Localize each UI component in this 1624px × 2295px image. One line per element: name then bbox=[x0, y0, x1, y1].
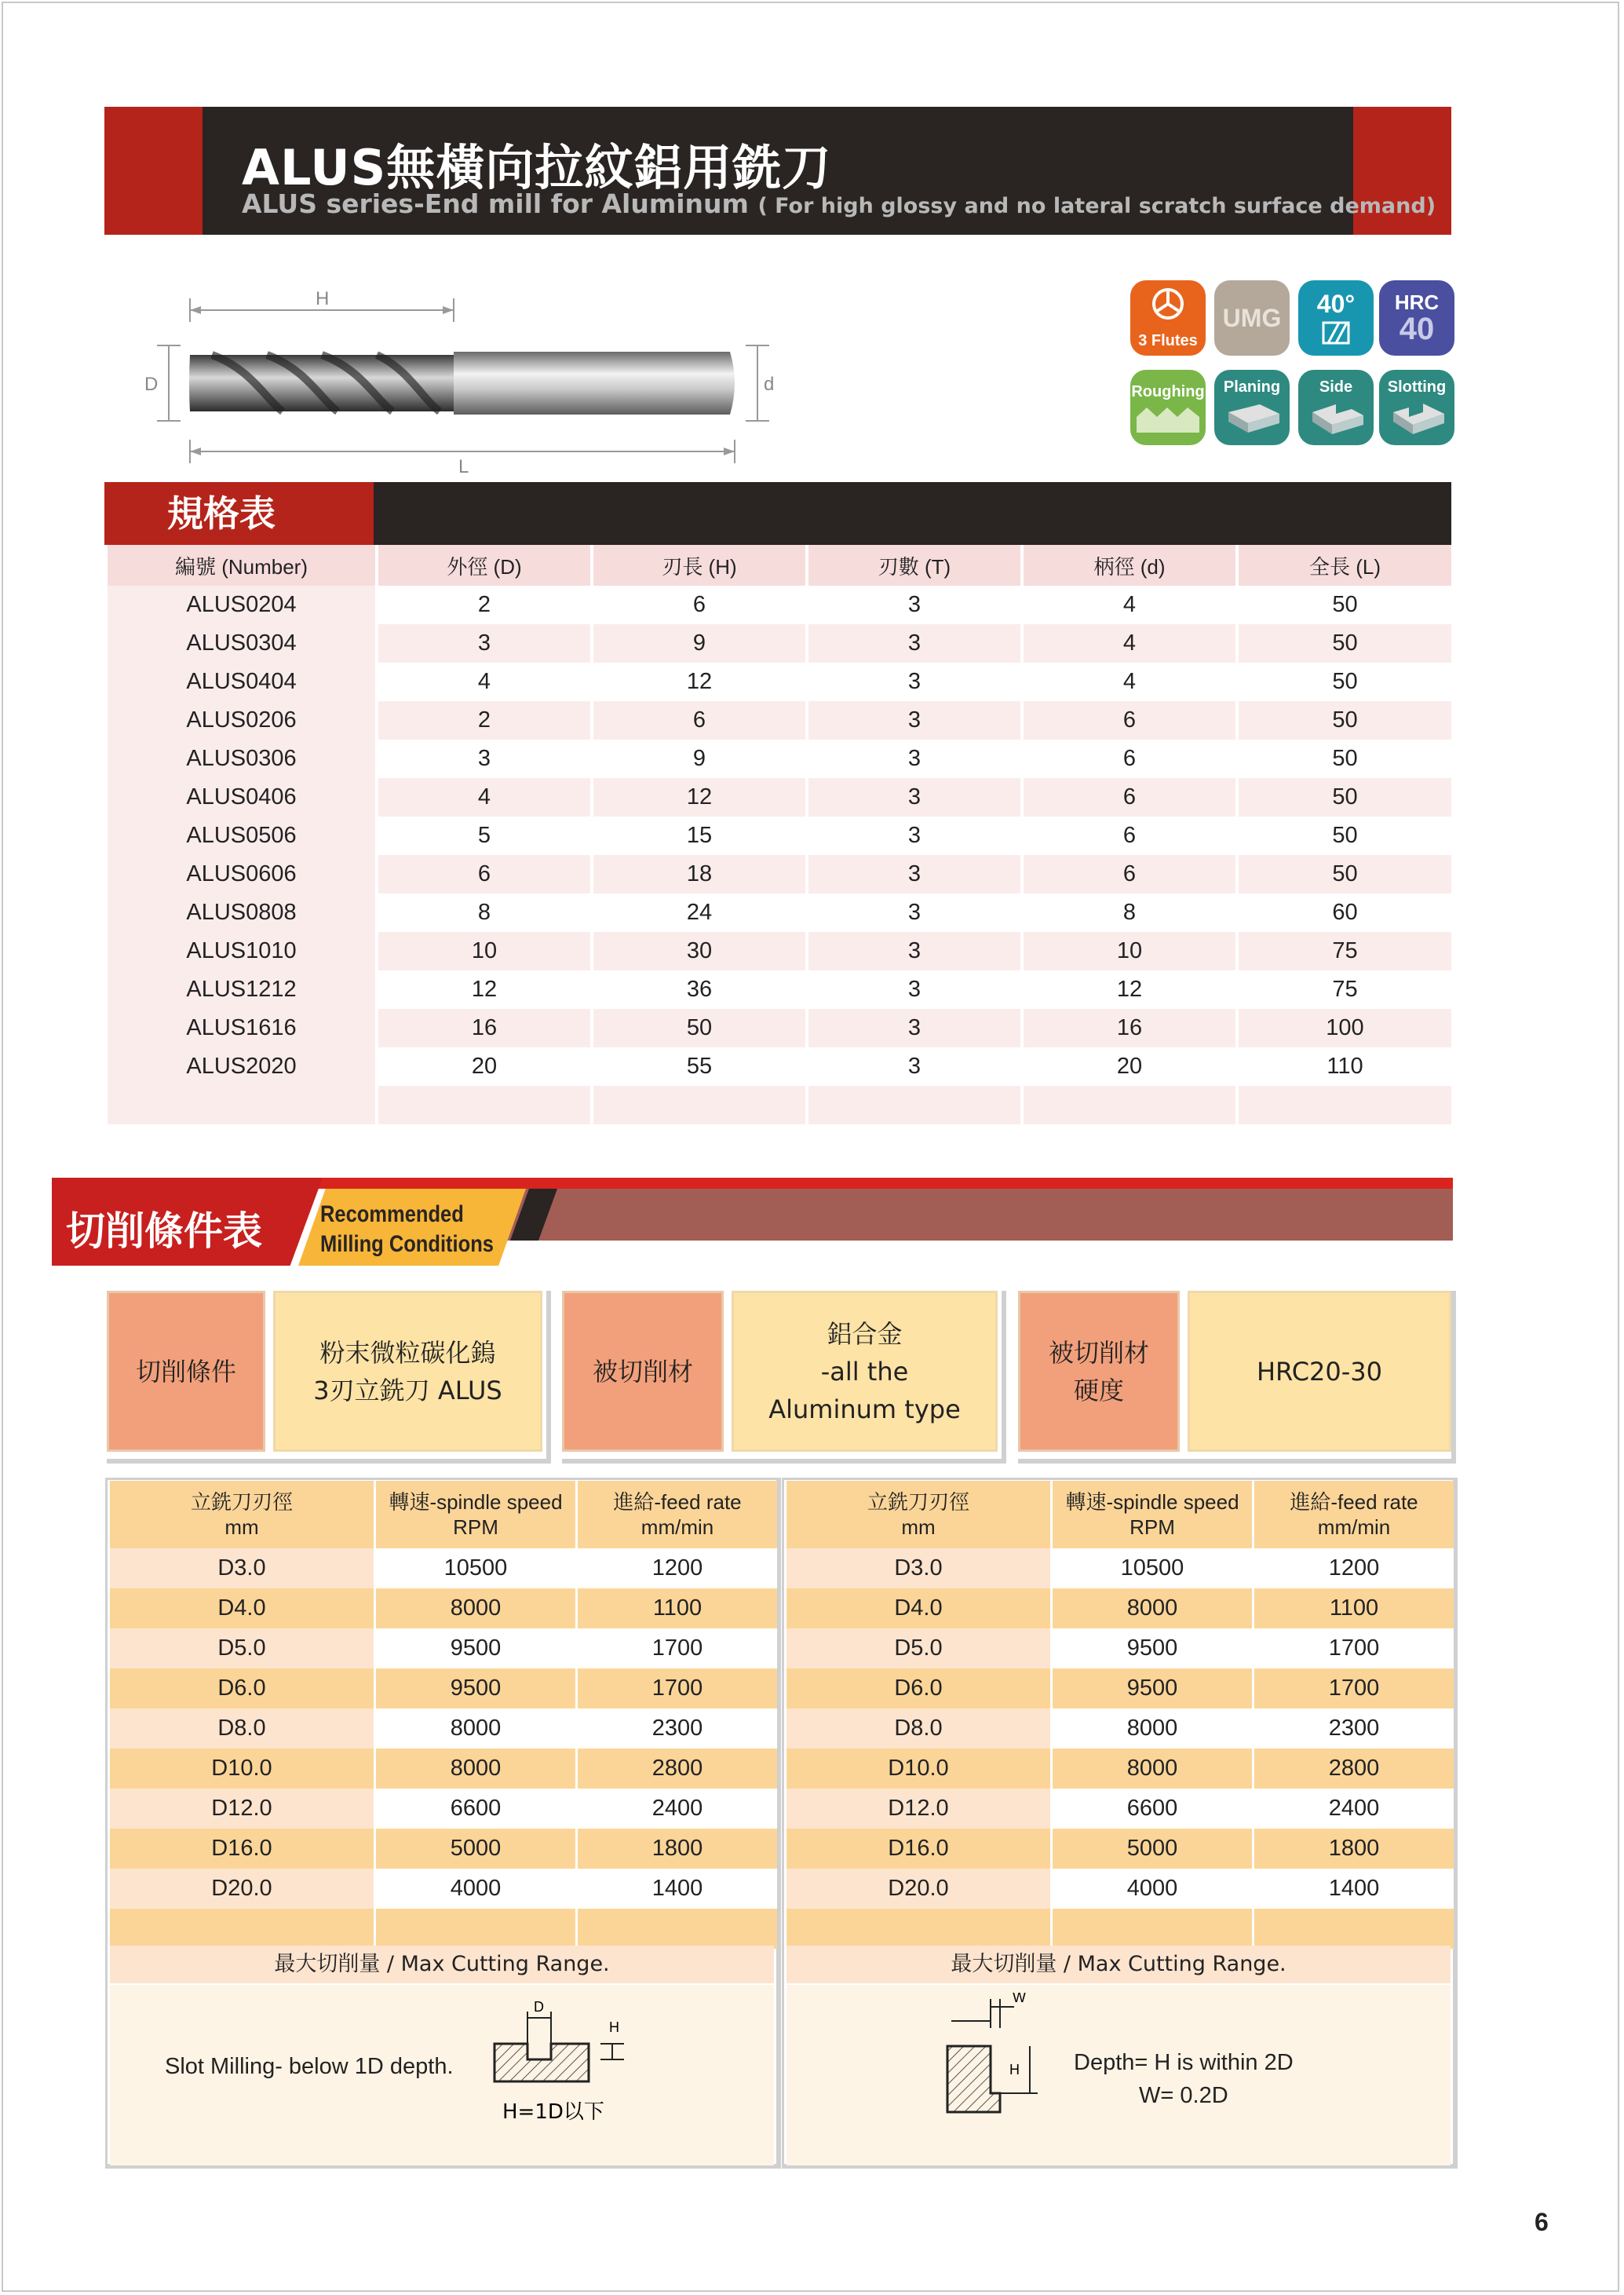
spec-cell: 55 bbox=[686, 1054, 713, 1079]
spec-col-h: 刃長 (H) bbox=[593, 545, 805, 586]
feed-cell-diameter bbox=[786, 1909, 1050, 1949]
feed-cell: 2800 bbox=[1254, 1749, 1454, 1789]
hardness-value-text: HRC20-30 bbox=[1256, 1356, 1383, 1387]
spec-cell: 10 bbox=[378, 932, 590, 970]
feed-cell: 1200 bbox=[578, 1548, 777, 1588]
feed-cell: 2400 bbox=[1254, 1789, 1454, 1829]
spec-row bbox=[108, 1047, 1451, 1086]
subtitle-main: ALUS series-End mill for Aluminum bbox=[242, 188, 749, 219]
spec-cell: 24 bbox=[686, 900, 713, 925]
feed-cell: 5000 bbox=[1053, 1829, 1252, 1869]
material-value bbox=[732, 1291, 998, 1452]
feed-row bbox=[786, 1548, 1454, 1588]
feed-cell-diameter: D3.0 bbox=[786, 1548, 1050, 1588]
spec-row bbox=[108, 855, 1451, 894]
umg-icon bbox=[1214, 280, 1290, 356]
spec-row bbox=[108, 970, 1451, 1009]
feed-cell: 1400 bbox=[578, 1869, 777, 1909]
spec-cell: 8 bbox=[477, 900, 491, 925]
spec-cell: 20 bbox=[1116, 1054, 1143, 1079]
feed-cell-diameter: D3.0 bbox=[110, 1548, 374, 1588]
hardness-label bbox=[1018, 1291, 1180, 1452]
spec-cell bbox=[1024, 1086, 1235, 1124]
feed-cell bbox=[1053, 1909, 1252, 1949]
feed-row bbox=[786, 1668, 1454, 1708]
spec-cell-number: ALUS2020 bbox=[108, 1047, 375, 1086]
feed-cell-diameter: D20.0 bbox=[786, 1869, 1050, 1909]
hrc-40-icon bbox=[1379, 280, 1454, 356]
feed-cell-diameter: D6.0 bbox=[110, 1668, 374, 1708]
max-cut-panel-left bbox=[110, 1985, 774, 2165]
spec-cell: 4 bbox=[1122, 669, 1137, 694]
spec-cell: 3 bbox=[378, 624, 590, 663]
feed-cell: 1800 bbox=[578, 1829, 777, 1869]
feed-cell: 2300 bbox=[578, 1708, 777, 1749]
feed-table-right bbox=[784, 1481, 1456, 1949]
spec-cell: 6 bbox=[1024, 855, 1235, 894]
feed-cell: 8000 bbox=[376, 1588, 575, 1628]
feed-cell-diameter: D12.0 bbox=[786, 1789, 1050, 1829]
spec-cell: 3 bbox=[907, 900, 921, 925]
feed-row bbox=[110, 1588, 777, 1628]
slotting-label: Slotting bbox=[1387, 378, 1447, 396]
feed-cell bbox=[376, 1909, 575, 1949]
feed-col-spindle-speed: 轉速-spindle speed RPM bbox=[1053, 1481, 1252, 1548]
max-cut-title-right: 最大切削量 / Max Cutting Range. bbox=[786, 1946, 1451, 1983]
spec-cell: 50 bbox=[1239, 701, 1451, 740]
spec-col-number: 編號 (Number) bbox=[108, 545, 375, 586]
feed-row bbox=[786, 1628, 1454, 1668]
spec-row bbox=[108, 817, 1451, 855]
spec-cell: 3 bbox=[907, 669, 921, 694]
spec-cell: 50 bbox=[1332, 823, 1358, 848]
spec-cell bbox=[808, 1086, 1020, 1124]
side-text-line-2: W= 0.2D bbox=[1139, 2083, 1228, 2108]
dim-h-label: H bbox=[316, 288, 330, 309]
feed-row bbox=[786, 1869, 1454, 1909]
spec-cell: 8 bbox=[1122, 900, 1137, 925]
hardness-value bbox=[1188, 1291, 1451, 1452]
spec-cell: 3 bbox=[907, 592, 921, 617]
spec-cell: 15 bbox=[686, 823, 713, 848]
feed-col-diameter: 立銑刀刃徑 mm bbox=[110, 1481, 374, 1548]
spec-cell-number: ALUS1616 bbox=[108, 1009, 375, 1047]
spec-cell: 4 bbox=[477, 669, 491, 694]
spec-cell-number: ALUS0206 bbox=[108, 701, 375, 740]
3-flutes-icon bbox=[1130, 280, 1206, 356]
spec-cell-number: ALUS1212 bbox=[108, 970, 375, 1009]
feed-row bbox=[110, 1628, 777, 1668]
page-subtitle bbox=[242, 188, 1436, 219]
feed-col-diameter: 立銑刀刃徑 mm bbox=[786, 1481, 1050, 1548]
material-value-line-3: Aluminum type bbox=[768, 1394, 961, 1424]
spec-col-t: 刃數 (T) bbox=[808, 545, 1020, 586]
spec-cell: 50 bbox=[1332, 746, 1358, 771]
helix-40-icon bbox=[1298, 280, 1374, 356]
spec-cell: 6 bbox=[593, 701, 805, 740]
hardness-label-line-2: 硬度 bbox=[1073, 1375, 1124, 1405]
spec-cell-number: ALUS0304 bbox=[108, 624, 375, 663]
feed-cell-diameter: D10.0 bbox=[786, 1749, 1050, 1789]
subtitle-note: ( For high glossy and no lateral scratch surface demand) bbox=[757, 194, 1436, 218]
feed-cell-diameter: D8.0 bbox=[786, 1708, 1050, 1749]
banner-left-accent bbox=[104, 107, 203, 235]
feed-cell: 9500 bbox=[376, 1628, 575, 1668]
spec-cell: 9 bbox=[593, 624, 805, 663]
spec-col-shank-d: 柄徑 (d) bbox=[1024, 545, 1235, 586]
page-title: ALUS無橫向拉紋鋁用銑刀 bbox=[242, 139, 832, 196]
feed-row bbox=[786, 1708, 1454, 1749]
spec-row bbox=[108, 740, 1451, 778]
spec-cell: 6 bbox=[1122, 746, 1137, 771]
feed-cell-diameter: D16.0 bbox=[110, 1829, 374, 1869]
feed-table-left bbox=[108, 1481, 779, 1949]
spec-cell-number: ALUS0406 bbox=[108, 778, 375, 817]
spec-cell: 6 bbox=[378, 855, 590, 894]
page-number: 6 bbox=[1535, 2208, 1549, 2236]
slotting-icon bbox=[1379, 370, 1454, 445]
planing-icon bbox=[1214, 370, 1290, 445]
side-w-label: W bbox=[1013, 1993, 1026, 2005]
condition-box-hardness bbox=[1018, 1291, 1456, 1464]
feed-cell: 1700 bbox=[1254, 1628, 1454, 1668]
material-label-text: 被切削材 bbox=[592, 1356, 693, 1387]
max-cut-panel-right bbox=[786, 1985, 1451, 2165]
umg-label: UMG bbox=[1222, 304, 1282, 332]
milling-section-subtitle bbox=[320, 1200, 494, 1259]
spec-cell: 50 bbox=[1239, 624, 1451, 663]
spec-header-row bbox=[108, 545, 1451, 586]
spec-cell bbox=[378, 1086, 590, 1124]
planing-label: Planing bbox=[1223, 378, 1281, 396]
feed-cell bbox=[1254, 1909, 1454, 1949]
slot-caption: H=1D以下 bbox=[502, 2100, 604, 2124]
spec-row bbox=[108, 894, 1451, 932]
spec-row bbox=[108, 624, 1451, 663]
feed-col-feed-rate: 進給-feed rate mm/min bbox=[1254, 1481, 1454, 1548]
spec-cell: 3 bbox=[808, 855, 1020, 894]
spec-col-l: 全長 (L) bbox=[1239, 545, 1451, 586]
spec-cell: 16 bbox=[1024, 1009, 1235, 1047]
feed-cell: 9500 bbox=[1053, 1668, 1252, 1708]
spec-cell: 6 bbox=[1024, 701, 1235, 740]
slot-d-label: D bbox=[534, 2001, 544, 2015]
material-value-line-1: 鋁合金 bbox=[827, 1318, 903, 1349]
feed-cell: 6600 bbox=[1053, 1789, 1252, 1829]
feed-row bbox=[786, 1749, 1454, 1789]
spec-col-d: 外徑 (D) bbox=[378, 545, 590, 586]
feed-cell: 9500 bbox=[376, 1668, 575, 1708]
spec-cell-number: ALUS0506 bbox=[108, 817, 375, 855]
feed-row bbox=[786, 1789, 1454, 1829]
spec-cell: 3 bbox=[907, 746, 921, 771]
spec-cell-number: ALUS0306 bbox=[108, 740, 375, 778]
spec-cell bbox=[1239, 1086, 1451, 1124]
feed-cell-diameter: D10.0 bbox=[110, 1749, 374, 1789]
feed-cell-diameter: D8.0 bbox=[110, 1708, 374, 1749]
feed-cell: 1700 bbox=[1254, 1668, 1454, 1708]
spec-row bbox=[108, 778, 1451, 817]
milling-subtitle-line-1: Recommended bbox=[320, 1201, 464, 1227]
spec-cell: 3 bbox=[808, 778, 1020, 817]
feed-cell-diameter bbox=[110, 1909, 374, 1949]
feed-cell: 8000 bbox=[376, 1749, 575, 1789]
spec-cell: 6 bbox=[1122, 823, 1137, 848]
feed-cell: 10500 bbox=[376, 1548, 575, 1588]
spec-cell: 50 bbox=[1332, 592, 1358, 617]
spec-cell: 12 bbox=[593, 778, 805, 817]
feed-cell: 1400 bbox=[1254, 1869, 1454, 1909]
feed-cell-diameter: D12.0 bbox=[110, 1789, 374, 1829]
feed-cell: 8000 bbox=[376, 1708, 575, 1749]
feed-cell: 2300 bbox=[1254, 1708, 1454, 1749]
feed-cell: 8000 bbox=[1053, 1588, 1252, 1628]
feed-cell-diameter: D4.0 bbox=[110, 1588, 374, 1628]
spec-cell: 20 bbox=[471, 1054, 498, 1079]
condition-value bbox=[273, 1291, 542, 1452]
hardness-label-line-1: 被切削材 bbox=[1048, 1337, 1149, 1368]
feed-cell bbox=[578, 1909, 777, 1949]
spec-cell: 12 bbox=[1116, 977, 1143, 1002]
material-value-line-2: -all the bbox=[820, 1356, 909, 1387]
feed-cell: 10500 bbox=[1053, 1548, 1252, 1588]
feed-row bbox=[110, 1789, 777, 1829]
roughing-label: Roughing bbox=[1131, 383, 1205, 400]
feed-cell: 1800 bbox=[1254, 1829, 1454, 1869]
spec-cell-number: ALUS0204 bbox=[108, 586, 375, 624]
spec-cell: 18 bbox=[593, 855, 805, 894]
feed-cell: 1100 bbox=[1254, 1588, 1454, 1628]
slot-milling-diagram bbox=[479, 2001, 667, 2134]
milling-section-band bbox=[471, 1189, 1453, 1241]
feed-cell: 1700 bbox=[578, 1668, 777, 1708]
spec-cell: 110 bbox=[1327, 1054, 1363, 1079]
spec-cell: 3 bbox=[808, 701, 1020, 740]
spec-row bbox=[108, 663, 1451, 701]
feed-header-row bbox=[110, 1481, 777, 1548]
side-label: Side bbox=[1319, 378, 1353, 396]
dim-d-right-label: d bbox=[764, 374, 775, 395]
feed-cell: 4000 bbox=[1053, 1869, 1252, 1909]
feed-cell: 2400 bbox=[578, 1789, 777, 1829]
spec-row bbox=[108, 932, 1451, 970]
feed-cell: 1200 bbox=[1254, 1548, 1454, 1588]
feed-cell: 5000 bbox=[376, 1829, 575, 1869]
spec-cell: 3 bbox=[808, 932, 1020, 970]
feed-cell-diameter: D5.0 bbox=[786, 1628, 1050, 1668]
dim-d-left-label: D bbox=[144, 374, 159, 395]
side-h-label: H bbox=[1009, 2062, 1020, 2078]
condition-value-line-1: 粉末微粒碳化鎢 bbox=[319, 1337, 496, 1368]
spec-section-header bbox=[104, 482, 1451, 545]
feed-col-feed-rate: 進給-feed rate mm/min bbox=[578, 1481, 777, 1548]
roughing-icon bbox=[1130, 370, 1206, 445]
spec-cell-number: ALUS0808 bbox=[108, 894, 375, 932]
spec-cell-number: ALUS0606 bbox=[108, 855, 375, 894]
feed-cell-diameter: D16.0 bbox=[786, 1829, 1050, 1869]
spec-cell: 12 bbox=[686, 669, 713, 694]
spec-cell: 12 bbox=[471, 977, 498, 1002]
condition-label-text: 切削條件 bbox=[135, 1356, 236, 1387]
spec-cell: 50 bbox=[1332, 669, 1358, 694]
feed-header-row bbox=[786, 1481, 1454, 1548]
spec-cell: 36 bbox=[686, 977, 713, 1002]
spec-row bbox=[108, 1009, 1451, 1047]
spec-cell: 2 bbox=[477, 592, 491, 617]
hrc-label: HRC bbox=[1394, 291, 1440, 314]
spec-cell: 50 bbox=[1239, 855, 1451, 894]
spec-cell: 2 bbox=[378, 701, 590, 740]
feed-row bbox=[110, 1708, 777, 1749]
feed-cell: 2800 bbox=[578, 1749, 777, 1789]
spec-cell: 60 bbox=[1332, 900, 1358, 925]
spec-cell: 50 bbox=[593, 1009, 805, 1047]
feed-row bbox=[110, 1749, 777, 1789]
feed-cell-diameter: D4.0 bbox=[786, 1588, 1050, 1628]
feed-cell: 1100 bbox=[578, 1588, 777, 1628]
feed-cell-diameter: D6.0 bbox=[786, 1668, 1050, 1708]
spec-cell: 3 bbox=[808, 624, 1020, 663]
side-milling-diagram bbox=[928, 1993, 1085, 2150]
feed-cell: 4000 bbox=[376, 1869, 575, 1909]
spec-cell: 16 bbox=[378, 1009, 590, 1047]
dim-l-label: L bbox=[458, 456, 469, 477]
spec-cell-number bbox=[108, 1086, 375, 1124]
feed-cell: 8000 bbox=[1053, 1749, 1252, 1789]
max-cut-title-left: 最大切削量 / Max Cutting Range. bbox=[110, 1946, 774, 1983]
spec-table bbox=[104, 545, 1454, 1124]
spec-cell: 3 bbox=[808, 1009, 1020, 1047]
side-milling-text bbox=[1074, 2046, 1294, 2112]
milling-section-title: 切削條件表 bbox=[66, 1208, 262, 1254]
condition-value-line-2: 3刃立銑刀 ALUS bbox=[313, 1375, 502, 1405]
spec-cell: 9 bbox=[692, 746, 706, 771]
milling-subtitle-line-2: Milling Conditions bbox=[320, 1231, 494, 1257]
slot-h-label: H bbox=[609, 2019, 619, 2035]
feed-cell-diameter: D20.0 bbox=[110, 1869, 374, 1909]
spec-section-title: 規格表 bbox=[104, 482, 374, 545]
slot-milling-text: Slot Milling- below 1D depth. bbox=[165, 2054, 454, 2079]
spec-row bbox=[108, 701, 1451, 740]
spec-cell-number: ALUS1010 bbox=[108, 932, 375, 970]
spec-cell: 3 bbox=[907, 1054, 921, 1079]
spec-cell: 10 bbox=[1024, 932, 1235, 970]
helix-40-label: 40° bbox=[1316, 290, 1356, 318]
spec-cell: 50 bbox=[1239, 778, 1451, 817]
spec-cell: 5 bbox=[477, 823, 491, 848]
side-icon bbox=[1298, 370, 1374, 445]
spec-cell: 4 bbox=[1024, 624, 1235, 663]
spec-cell: 75 bbox=[1239, 932, 1451, 970]
feed-row bbox=[786, 1829, 1454, 1869]
spec-cell: 6 bbox=[1024, 778, 1235, 817]
spec-row bbox=[108, 586, 1451, 624]
hrc-value: 40 bbox=[1399, 312, 1435, 346]
feed-cell-diameter: D5.0 bbox=[110, 1628, 374, 1668]
spec-cell: 75 bbox=[1332, 977, 1358, 1002]
3-flutes-label: 3 Flutes bbox=[1138, 332, 1198, 349]
spec-cell-number: ALUS0404 bbox=[108, 663, 375, 701]
side-text-line-1: Depth= H is within 2D bbox=[1074, 2050, 1294, 2075]
spec-cell: 6 bbox=[692, 592, 706, 617]
end-mill-drawing bbox=[141, 283, 785, 487]
feed-row bbox=[110, 1909, 777, 1949]
feed-row bbox=[110, 1668, 777, 1708]
condition-box-material bbox=[562, 1291, 1006, 1464]
condition-box-tool bbox=[107, 1291, 551, 1464]
spec-cell bbox=[593, 1086, 805, 1124]
spec-cell: 4 bbox=[378, 778, 590, 817]
feed-cell: 9500 bbox=[1053, 1628, 1252, 1668]
feed-cell: 8000 bbox=[1053, 1708, 1252, 1749]
spec-row bbox=[108, 1086, 1451, 1124]
material-label bbox=[562, 1291, 724, 1452]
title-banner bbox=[104, 107, 1451, 235]
feed-cell: 1700 bbox=[578, 1628, 777, 1668]
feed-cell: 6600 bbox=[376, 1789, 575, 1829]
spec-cell: 100 bbox=[1239, 1009, 1451, 1047]
feed-row bbox=[786, 1588, 1454, 1628]
feed-row bbox=[786, 1909, 1454, 1949]
feed-row bbox=[110, 1869, 777, 1909]
feed-row bbox=[110, 1548, 777, 1588]
feed-col-spindle-speed: 轉速-spindle speed RPM bbox=[376, 1481, 575, 1548]
spec-cell: 3 bbox=[907, 823, 921, 848]
spec-cell: 3 bbox=[477, 746, 491, 771]
spec-cell: 30 bbox=[593, 932, 805, 970]
feed-row bbox=[110, 1829, 777, 1869]
condition-label bbox=[107, 1291, 265, 1452]
spec-cell: 3 bbox=[907, 977, 921, 1002]
spec-cell: 4 bbox=[1122, 592, 1137, 617]
